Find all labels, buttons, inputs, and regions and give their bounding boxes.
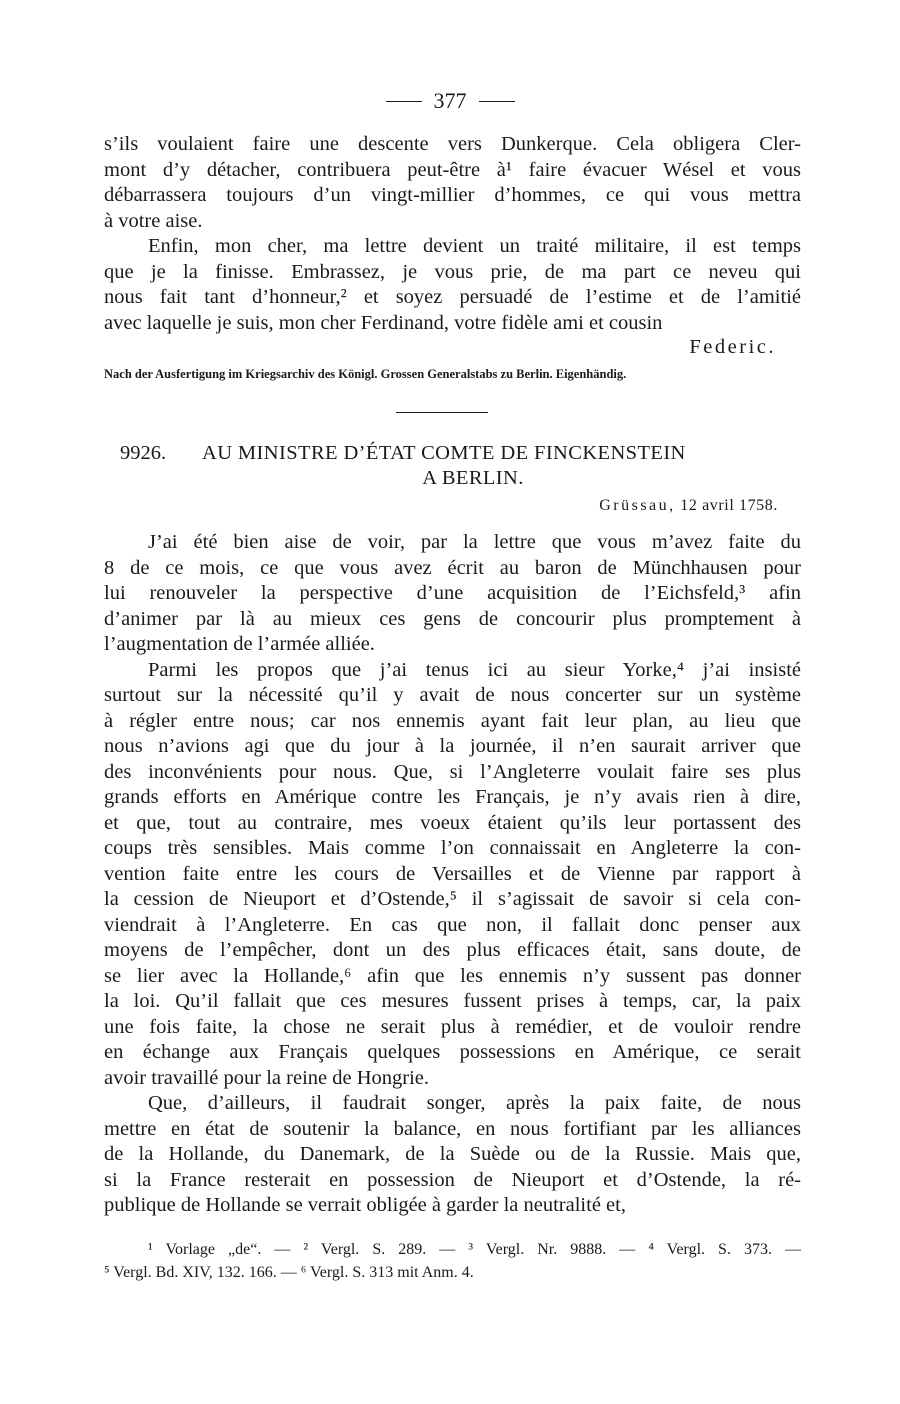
paragraph: [104, 530, 801, 658]
text-line: l’augmentation de l’armée alliée.: [104, 633, 375, 655]
text-line: lui renouveler la perspective d’une acquisition de l’Eichsfeld,³ afin: [104, 582, 801, 604]
text-line: nous fait tant d’honneur,² et soyez persuadé de l’estime et de l’amitié: [104, 286, 801, 308]
text-line: vention faite entre les cours de Versailles et de Vienne par rapport à: [104, 862, 801, 885]
text-line: moyens de l’empêcher, dont un des plus efficaces était, sans doute, de: [104, 939, 801, 961]
dateline-place: Grüssau,: [599, 497, 676, 514]
text-line: que je la finisse. Embrassez, je vous prie, de ma part ce neveu qui: [104, 260, 801, 283]
text-line: mont d’y détacher, contribuera peut-être à¹ faire évacuer Wésel et vous: [104, 158, 801, 181]
text-line: de la Hollande, du Danemark, de la Suède ou de la Russie. Mais que,: [104, 1143, 801, 1165]
text-line: se lier avec la Hollande,⁶ afin que les ennemis n’y sussent pas donner: [104, 964, 801, 987]
text-line: et que, tout au contraire, mes voeux étaient qu’ils leur portassent des: [104, 811, 801, 834]
paragraph: [104, 1091, 801, 1219]
text-line: d’animer par là au mieux ces gens de concourir plus promptement à: [104, 607, 801, 630]
text-line: s’ils voulaient faire une descente vers Dunkerque. Cela obligera Cler-: [104, 133, 801, 155]
header-dash-right: [479, 101, 515, 102]
text-line: Enfin, mon cher, ma lettre devient un traité militaire, il est temps: [148, 235, 801, 257]
text-line: une fois faite, la chose ne serait plus à remédier, et de vouloir rendre: [104, 1015, 801, 1038]
text-line: Que, d’ailleurs, il faudrait songer, après la paix faite, de nous: [148, 1092, 801, 1114]
text-line: grands efforts en Amérique contre les Français, je n’y avais rien à dire,: [104, 786, 801, 808]
letter-title-line2: A BERLIN.: [422, 467, 524, 489]
page-number: 377: [433, 88, 467, 113]
text-line: Parmi les propos que j’ai tenus ici au sieur Yorke,⁴ j’ai insisté: [148, 658, 801, 681]
text-line: publique de Hollande se verrait obligée à garder la neutralité et,: [104, 1194, 626, 1216]
text-line: viendrait à l’Angleterre. En cas que non, il fallait donc penser aux: [104, 913, 801, 936]
dateline-date: 12 avril 1758.: [680, 497, 778, 514]
letter-number: 9926.: [120, 442, 167, 464]
text-line: à régler entre nous; car nos ennemis ayant fait leur plan, au lieu que: [104, 709, 801, 732]
text-line: mettre en état de soutenir la balance, en nous fortifiant par les alliances: [104, 1117, 801, 1140]
letter-body: [104, 530, 801, 1219]
section-divider: [396, 412, 488, 413]
text-line: surtout sur la nécessité qu’il y avait de nous concerter sur un système: [104, 684, 801, 706]
text-line: 8 de ce mois, ce que vous avez écrit au baron de Münchhausen pour: [104, 556, 801, 579]
footnote-line: ¹ Vorlage „de“. — ² Vergl. S. 289. — ³ Vergl. Nr. 9888. — ⁴ Vergl. S. 373. —: [148, 1241, 801, 1258]
text-line: J’ai été bien aise de voir, par la lettre que vous m’avez faite du: [148, 531, 801, 553]
text-line: en échange aux Français quelques possessions en Amérique, ce serait: [104, 1041, 801, 1063]
paragraph: [104, 234, 801, 336]
text-line: débarrassera toujours d’un vingt-millier d’hommes, ce qui vous mettra: [104, 184, 801, 206]
footnotes: [104, 1238, 801, 1284]
paragraph: [104, 658, 801, 1092]
text-line: à votre aise.: [104, 209, 203, 232]
text-line: des inconvénients pour nous. Que, si l’Angleterre voulait faire ses plus: [104, 760, 801, 783]
letter-title-line1: AU MINISTRE D’ÉTAT COMTE DE FINCKENSTEIN: [202, 442, 686, 464]
signature: Federic.: [689, 336, 776, 358]
source-note: Nach der Ausfertigung im Kriegsarchiv des Königl. Grossen Generalstabs zu Berlin. Eigenhändig.: [104, 367, 627, 381]
text-line: la loi. Qu’il fallait que ces mesures fussent prises à temps, car, la paix: [104, 990, 801, 1012]
letter-continuation: [104, 132, 801, 336]
text-line: avec laquelle je suis, mon cher Ferdinand, votre fidèle ami et cousin: [104, 311, 663, 334]
page-header: [0, 88, 900, 114]
text-line: coups très sensibles. Mais comme l’on connaissait en Angleterre la con-: [104, 837, 801, 859]
text-line: nous n’avions agi que du jour à la journée, il n’en saurait arriver que: [104, 735, 801, 757]
dateline: [0, 497, 778, 515]
footnote-line: ⁵ Vergl. Bd. XIV, 132. 166. — ⁶ Vergl. S. 313 mit Anm. 4.: [104, 1264, 474, 1281]
text-line: la cession de Nieuport et d’Ostende,⁵ il s’agissait de savoir si cela con-: [104, 888, 801, 910]
text-line: si la France resterait en possession de Nieuport et d’Ostende, la ré-: [104, 1168, 801, 1191]
text-line: avoir travaillé pour la reine de Hongrie.: [104, 1066, 430, 1089]
paragraph: [104, 132, 801, 234]
header-dash-left: [386, 101, 422, 102]
